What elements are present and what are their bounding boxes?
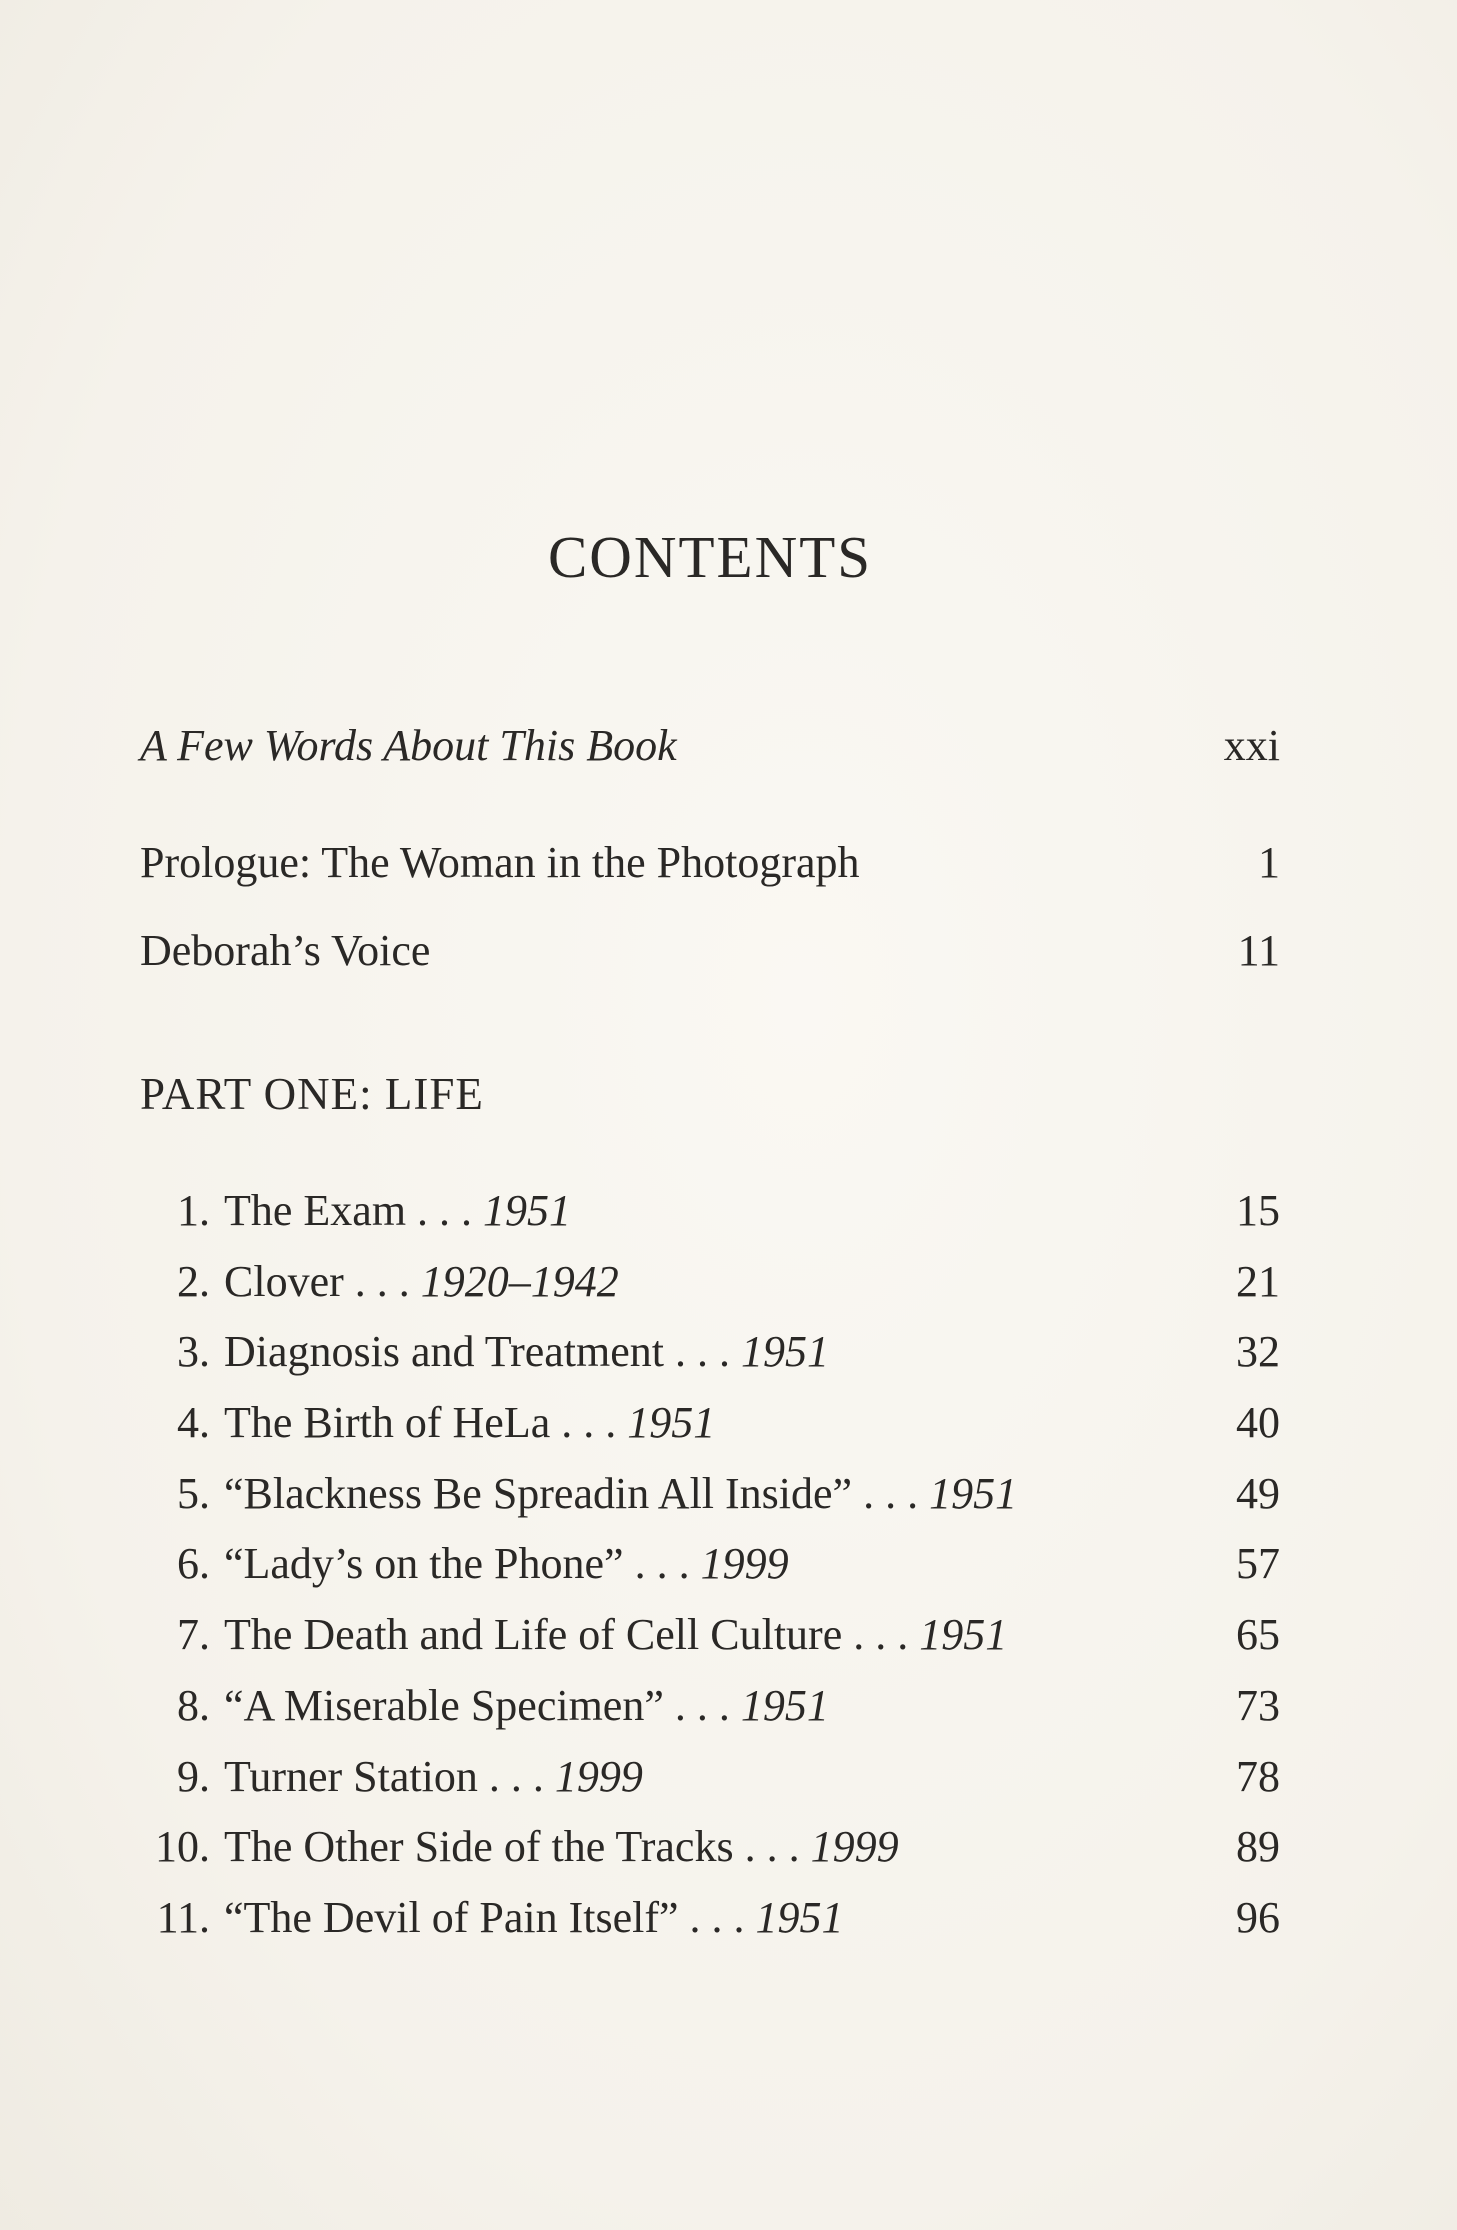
- chapter-title-line: [224, 1326, 1236, 1377]
- toc-entry-front-matter: [140, 720, 1280, 771]
- chapter-page: 49: [1236, 1468, 1280, 1518]
- chapter-title: “The Devil of Pain Itself”: [224, 1892, 679, 1942]
- toc-entry-label: A Few Words About This Book: [140, 721, 677, 770]
- chapter-year: 1920–1942: [420, 1256, 619, 1306]
- chapter-title-line: [224, 1609, 1236, 1660]
- chapter-leader: . . .: [343, 1256, 421, 1306]
- chapter-number: 11.: [156, 1892, 210, 1942]
- chapter-year: 1999: [810, 1822, 899, 1872]
- chapter-leader: . . .: [550, 1398, 628, 1448]
- chapter-entry: [140, 1892, 1280, 1963]
- chapter-title: “Blackness Be Spreadin All Inside”: [224, 1468, 853, 1518]
- chapter-title-line: [224, 1468, 1236, 1519]
- chapter-year: 1951: [929, 1468, 1018, 1518]
- toc-entry-page: 11: [1237, 926, 1280, 975]
- chapter-leader: . . .: [623, 1539, 701, 1589]
- chapter-leader: . . .: [733, 1822, 811, 1872]
- chapter-entry: [140, 1821, 1280, 1892]
- chapter-leader: . . .: [663, 1680, 741, 1730]
- chapter-title-line: [224, 1538, 1236, 1589]
- chapter-entry: [140, 1326, 1280, 1397]
- chapter-entry: [140, 1538, 1280, 1609]
- chapter-leader: . . .: [477, 1751, 555, 1801]
- toc-entry-label: Deborah’s Voice: [140, 926, 431, 975]
- chapter-entry: [140, 1680, 1280, 1751]
- chapter-leader: . . .: [678, 1892, 756, 1942]
- chapter-year: 1951: [755, 1892, 844, 1942]
- chapter-title-line: [224, 1256, 1236, 1307]
- chapter-page: 21: [1236, 1256, 1280, 1306]
- chapter-title-line: [224, 1185, 1236, 1236]
- chapter-title-line: [224, 1892, 1236, 1943]
- chapter-number: 8.: [177, 1680, 210, 1730]
- chapter-leader: . . .: [852, 1468, 930, 1518]
- chapter-title: The Exam: [224, 1186, 407, 1235]
- chapter-number: 6.: [177, 1539, 210, 1589]
- chapter-page: 15: [1236, 1186, 1280, 1235]
- chapter-page: 96: [1236, 1892, 1280, 1942]
- chapter-year: 1999: [554, 1751, 643, 1801]
- chapter-title-line: [224, 1397, 1236, 1448]
- toc-entry-page: xxi: [1223, 721, 1280, 770]
- chapter-leader: . . .: [663, 1327, 741, 1377]
- toc-entry-front-matter: [140, 837, 1280, 888]
- chapter-page: 78: [1236, 1751, 1280, 1801]
- chapter-year: 1951: [740, 1680, 829, 1730]
- chapter-number: 10.: [155, 1822, 210, 1872]
- chapter-year: 1951: [919, 1610, 1008, 1660]
- chapter-title: The Other Side of the Tracks: [224, 1822, 734, 1872]
- toc-entry-front-matter: [140, 925, 1280, 976]
- chapter-page: 65: [1236, 1610, 1280, 1660]
- page-title: CONTENTS: [547, 524, 873, 590]
- chapter-title-line: [224, 1680, 1236, 1731]
- chapter-leader: . . .: [842, 1610, 920, 1660]
- chapter-list: [140, 1185, 1280, 1963]
- chapter-entry: [140, 1185, 1280, 1256]
- chapter-title-line: [224, 1751, 1236, 1802]
- part-heading: PART ONE: LIFE: [140, 1069, 484, 1119]
- chapter-leader: . . .: [406, 1186, 484, 1235]
- chapter-year: 1951: [483, 1186, 572, 1235]
- chapter-year: 1951: [627, 1398, 716, 1448]
- chapter-entry: [140, 1256, 1280, 1327]
- chapter-number: 3.: [177, 1327, 210, 1377]
- chapter-title: “A Miserable Specimen”: [224, 1680, 664, 1730]
- chapter-title: The Birth of HeLa: [224, 1398, 551, 1448]
- chapter-title: Diagnosis and Treatment: [224, 1327, 664, 1377]
- chapter-number: 2.: [177, 1256, 210, 1306]
- chapter-entry: [140, 1751, 1280, 1822]
- chapter-title: The Death and Life of Cell Culture: [224, 1610, 843, 1660]
- chapter-title: Turner Station: [224, 1751, 478, 1801]
- chapter-page: 40: [1236, 1398, 1280, 1448]
- chapter-entry: [140, 1397, 1280, 1468]
- chapter-year: 1951: [740, 1327, 829, 1377]
- chapter-number: 7.: [177, 1610, 210, 1660]
- chapter-page: 57: [1236, 1539, 1280, 1589]
- chapter-year: 1999: [700, 1539, 789, 1589]
- chapter-number: 4.: [177, 1398, 210, 1448]
- chapter-number: 5.: [177, 1468, 210, 1518]
- chapter-page: 32: [1236, 1327, 1280, 1377]
- chapter-title-line: [224, 1821, 1236, 1872]
- toc-entry-label: Prologue: The Woman in the Photograph: [140, 838, 860, 887]
- chapter-entry: [140, 1468, 1280, 1539]
- chapter-entry: [140, 1609, 1280, 1680]
- chapter-page: 89: [1236, 1822, 1280, 1872]
- chapter-page: 73: [1236, 1680, 1280, 1730]
- chapter-title: “Lady’s on the Phone”: [224, 1539, 624, 1589]
- chapter-title: Clover: [224, 1256, 344, 1306]
- chapter-number: 9.: [177, 1751, 210, 1801]
- chapter-number: 1.: [177, 1186, 210, 1235]
- toc-entry-page: 1: [1258, 838, 1280, 887]
